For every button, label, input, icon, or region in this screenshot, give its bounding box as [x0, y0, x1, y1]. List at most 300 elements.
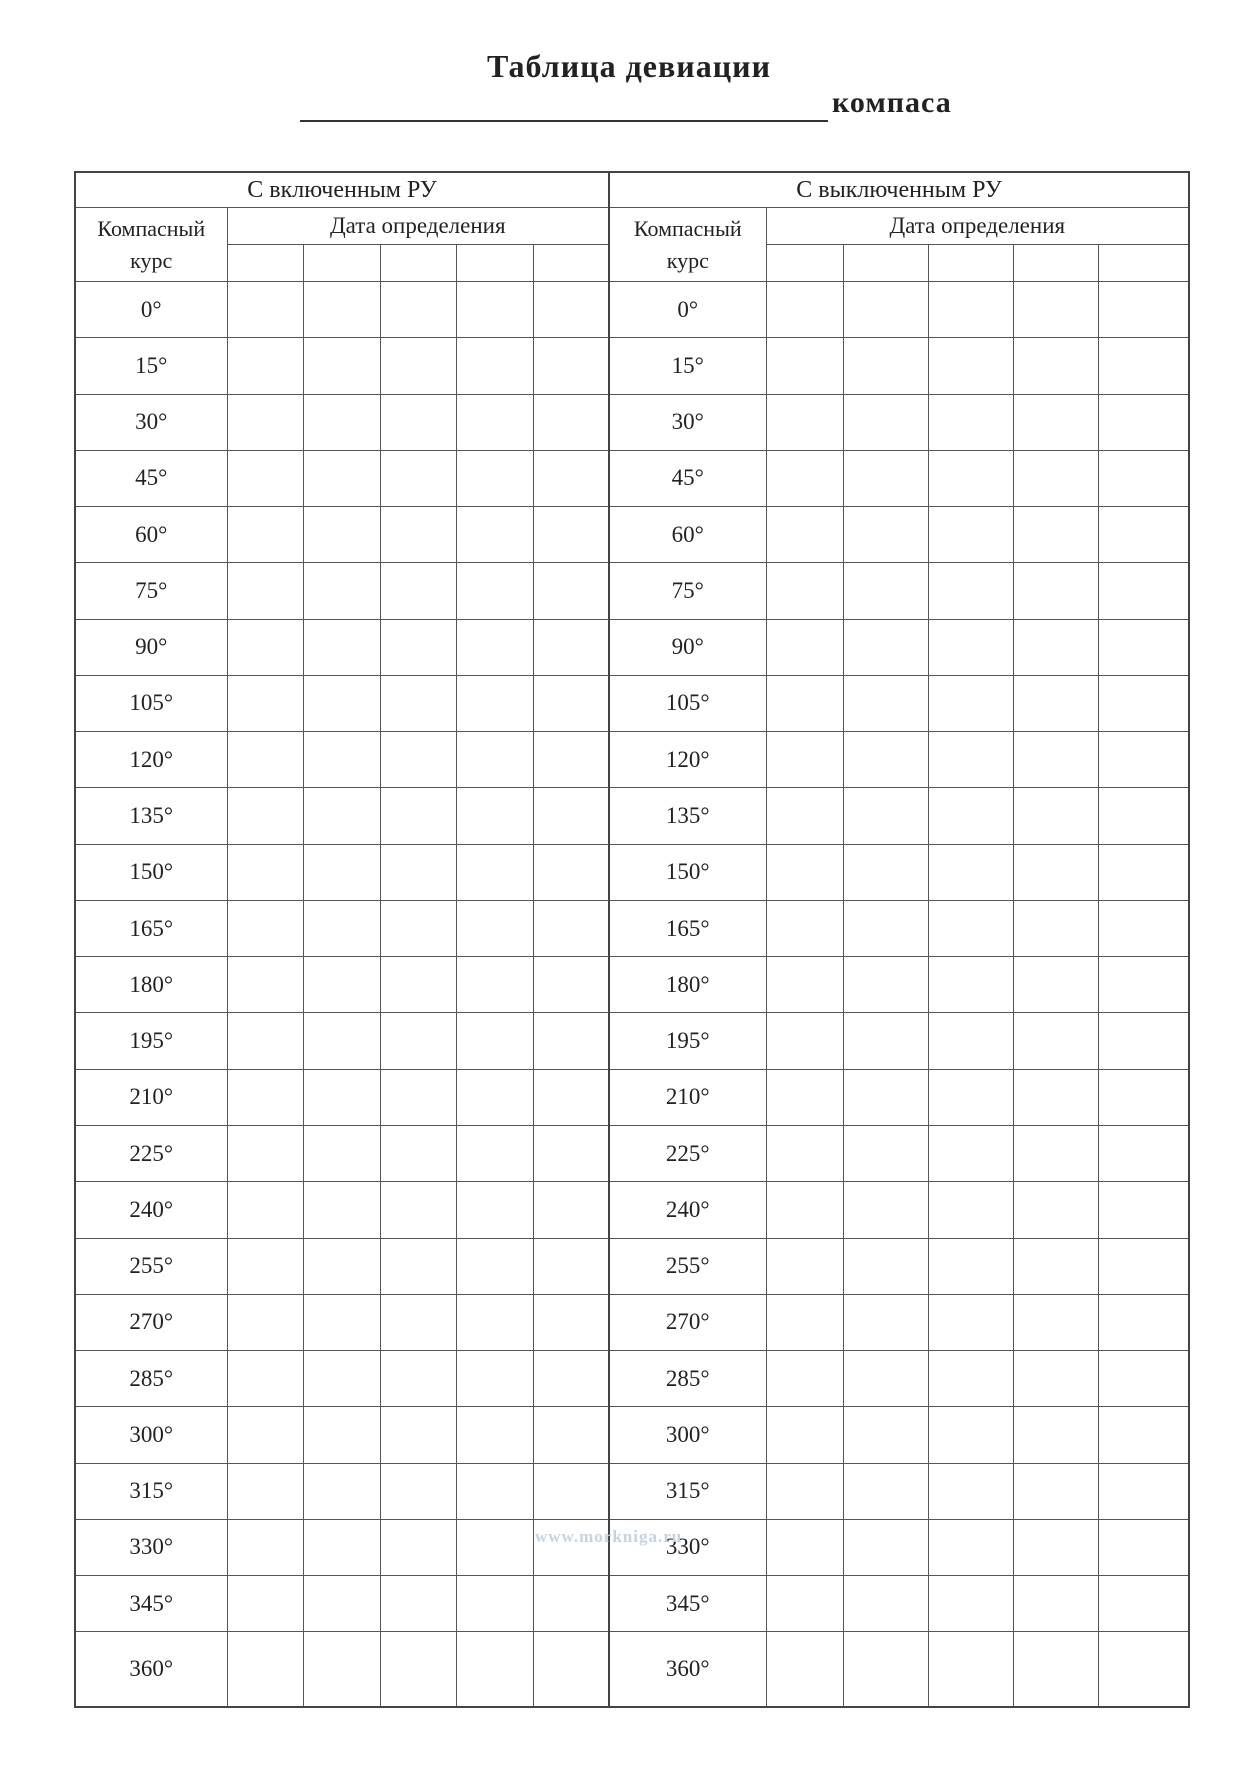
date-cell[interactable]	[766, 245, 843, 282]
deviation-value-cell[interactable]	[456, 507, 533, 563]
deviation-value-cell[interactable]	[928, 450, 1013, 506]
deviation-value-cell[interactable]	[1098, 1351, 1189, 1407]
deviation-value-cell[interactable]	[1098, 1125, 1189, 1181]
deviation-value-cell[interactable]	[928, 732, 1013, 788]
deviation-value-cell[interactable]	[380, 338, 456, 394]
deviation-value-cell[interactable]	[533, 788, 609, 844]
course-cell-left: 270°	[75, 1294, 227, 1350]
deviation-value-cell[interactable]	[928, 507, 1013, 563]
course-cell-left: 225°	[75, 1125, 227, 1181]
deviation-value-cell[interactable]	[456, 844, 533, 900]
deviation-table-body	[75, 282, 1189, 1708]
date-cell[interactable]	[843, 245, 928, 282]
deviation-value-cell[interactable]	[766, 1519, 843, 1575]
deviation-value-cell[interactable]	[380, 788, 456, 844]
table-row	[75, 1294, 1189, 1350]
deviation-value-cell[interactable]	[303, 1182, 380, 1238]
deviation-value-cell[interactable]	[303, 1013, 380, 1069]
deviation-value-cell[interactable]	[1098, 1632, 1189, 1707]
deviation-value-cell[interactable]	[303, 1238, 380, 1294]
deviation-value-cell[interactable]	[456, 1519, 533, 1575]
deviation-value-cell[interactable]	[928, 675, 1013, 731]
deviation-value-cell[interactable]	[928, 338, 1013, 394]
deviation-value-cell[interactable]	[928, 563, 1013, 619]
course-header-line2: курс	[130, 247, 173, 273]
deviation-value-cell[interactable]	[227, 619, 303, 675]
deviation-value-cell[interactable]	[303, 1294, 380, 1350]
deviation-value-cell[interactable]	[1098, 563, 1189, 619]
deviation-value-cell[interactable]	[380, 1576, 456, 1632]
deviation-value-cell[interactable]	[227, 844, 303, 900]
deviation-value-cell[interactable]	[928, 844, 1013, 900]
deviation-value-cell[interactable]	[380, 1069, 456, 1125]
deviation-value-cell[interactable]	[227, 338, 303, 394]
deviation-value-cell[interactable]	[843, 450, 928, 506]
deviation-value-cell[interactable]	[456, 1294, 533, 1350]
deviation-value-cell[interactable]	[303, 788, 380, 844]
deviation-value-cell[interactable]	[303, 338, 380, 394]
deviation-value-cell[interactable]	[456, 282, 533, 338]
deviation-value-cell[interactable]	[533, 1013, 609, 1069]
deviation-value-cell[interactable]	[1013, 1182, 1098, 1238]
deviation-value-cell[interactable]	[766, 394, 843, 450]
deviation-value-cell[interactable]	[303, 619, 380, 675]
deviation-value-cell[interactable]	[928, 1351, 1013, 1407]
deviation-value-cell[interactable]	[227, 1576, 303, 1632]
deviation-value-cell[interactable]	[380, 1125, 456, 1181]
deviation-value-cell[interactable]	[1013, 563, 1098, 619]
deviation-value-cell[interactable]	[227, 1632, 303, 1707]
deviation-value-cell[interactable]	[1013, 338, 1098, 394]
group-header-ru-on: С включенным РУ	[75, 172, 609, 208]
deviation-value-cell[interactable]	[456, 1125, 533, 1181]
deviation-value-cell[interactable]	[766, 450, 843, 506]
deviation-value-cell[interactable]	[766, 1013, 843, 1069]
deviation-value-cell[interactable]	[303, 394, 380, 450]
deviation-value-cell[interactable]	[533, 282, 609, 338]
deviation-value-cell[interactable]	[227, 1182, 303, 1238]
deviation-value-cell[interactable]	[843, 1013, 928, 1069]
deviation-value-cell[interactable]	[766, 844, 843, 900]
deviation-value-cell[interactable]	[227, 732, 303, 788]
deviation-value-cell[interactable]	[1013, 282, 1098, 338]
deviation-value-cell[interactable]	[533, 732, 609, 788]
deviation-value-cell[interactable]	[1013, 957, 1098, 1013]
course-cell-right: 300°	[609, 1407, 766, 1463]
deviation-value-cell[interactable]	[1013, 450, 1098, 506]
deviation-value-cell[interactable]	[456, 788, 533, 844]
table-row	[75, 563, 1189, 619]
deviation-value-cell[interactable]	[1098, 732, 1189, 788]
deviation-value-cell[interactable]	[843, 1632, 928, 1707]
deviation-value-cell[interactable]	[766, 1463, 843, 1519]
deviation-value-cell[interactable]	[533, 957, 609, 1013]
deviation-value-cell[interactable]	[380, 1238, 456, 1294]
deviation-value-cell[interactable]	[1013, 394, 1098, 450]
date-cell[interactable]	[303, 245, 380, 282]
date-cell[interactable]	[456, 245, 533, 282]
deviation-value-cell[interactable]	[1098, 619, 1189, 675]
deviation-value-cell[interactable]	[843, 957, 928, 1013]
deviation-value-cell[interactable]	[227, 1407, 303, 1463]
deviation-value-cell[interactable]	[533, 394, 609, 450]
deviation-value-cell[interactable]	[928, 1238, 1013, 1294]
deviation-value-cell[interactable]	[1098, 338, 1189, 394]
date-header-right: Дата определения	[766, 208, 1189, 245]
deviation-value-cell[interactable]	[303, 675, 380, 731]
deviation-value-cell[interactable]	[843, 1576, 928, 1632]
deviation-value-cell[interactable]	[843, 1069, 928, 1125]
deviation-value-cell[interactable]	[766, 1294, 843, 1350]
deviation-value-cell[interactable]	[227, 1125, 303, 1181]
deviation-value-cell[interactable]	[928, 1294, 1013, 1350]
deviation-value-cell[interactable]	[1098, 1519, 1189, 1575]
deviation-value-cell[interactable]	[928, 1125, 1013, 1181]
deviation-value-cell[interactable]	[843, 844, 928, 900]
deviation-value-cell[interactable]	[843, 675, 928, 731]
deviation-value-cell[interactable]	[533, 844, 609, 900]
deviation-value-cell[interactable]	[456, 1351, 533, 1407]
course-cell-left: 60°	[75, 507, 227, 563]
deviation-value-cell[interactable]	[928, 619, 1013, 675]
table-row	[75, 900, 1189, 956]
course-header-line2: курс	[666, 247, 709, 273]
deviation-value-cell[interactable]	[766, 563, 843, 619]
deviation-value-cell[interactable]	[303, 732, 380, 788]
deviation-value-cell[interactable]	[303, 1576, 380, 1632]
group-header-ru-off: С выключенным РУ	[609, 172, 1189, 208]
deviation-value-cell[interactable]	[928, 788, 1013, 844]
deviation-value-cell[interactable]	[227, 1351, 303, 1407]
deviation-value-cell[interactable]	[766, 957, 843, 1013]
deviation-value-cell[interactable]	[227, 1238, 303, 1294]
deviation-value-cell[interactable]	[928, 1013, 1013, 1069]
deviation-value-cell[interactable]	[1098, 507, 1189, 563]
deviation-value-cell[interactable]	[303, 1407, 380, 1463]
deviation-value-cell[interactable]	[843, 1294, 928, 1350]
deviation-value-cell[interactable]	[303, 1351, 380, 1407]
deviation-value-cell[interactable]	[843, 1463, 928, 1519]
deviation-value-cell[interactable]	[533, 1294, 609, 1350]
deviation-value-cell[interactable]	[1098, 1182, 1189, 1238]
deviation-value-cell[interactable]	[303, 1069, 380, 1125]
deviation-value-cell[interactable]	[533, 1069, 609, 1125]
deviation-value-cell[interactable]	[227, 788, 303, 844]
course-cell-left: 315°	[75, 1463, 227, 1519]
deviation-value-cell[interactable]	[380, 1519, 456, 1575]
deviation-value-cell[interactable]	[380, 675, 456, 731]
deviation-value-cell[interactable]	[227, 394, 303, 450]
course-cell-right: 15°	[609, 338, 766, 394]
deviation-value-cell[interactable]	[533, 507, 609, 563]
deviation-value-cell[interactable]	[380, 1632, 456, 1707]
course-cell-right: 195°	[609, 1013, 766, 1069]
deviation-value-cell[interactable]	[928, 1069, 1013, 1125]
course-cell-right: 270°	[609, 1294, 766, 1350]
deviation-value-cell[interactable]	[766, 282, 843, 338]
deviation-value-cell[interactable]	[843, 1238, 928, 1294]
watermark-text: www.morkniga.ru	[535, 1527, 683, 1546]
deviation-value-cell[interactable]	[227, 282, 303, 338]
date-cell[interactable]	[380, 245, 456, 282]
deviation-value-cell[interactable]	[1013, 619, 1098, 675]
deviation-value-cell[interactable]	[1013, 1519, 1098, 1575]
deviation-value-cell[interactable]	[533, 338, 609, 394]
deviation-value-cell[interactable]	[1013, 844, 1098, 900]
table-row	[75, 619, 1189, 675]
deviation-value-cell[interactable]	[843, 338, 928, 394]
deviation-value-cell[interactable]	[303, 844, 380, 900]
deviation-value-cell[interactable]	[380, 394, 456, 450]
document-title: Таблица девиации	[487, 48, 771, 84]
course-header-line1: Компасный	[97, 215, 206, 241]
deviation-value-cell[interactable]	[1013, 732, 1098, 788]
deviation-value-cell[interactable]	[766, 1632, 843, 1707]
deviation-value-cell[interactable]	[1098, 1294, 1189, 1350]
deviation-value-cell[interactable]	[456, 957, 533, 1013]
date-cell[interactable]	[227, 245, 303, 282]
date-cell[interactable]	[1098, 245, 1189, 282]
deviation-value-cell[interactable]	[533, 1463, 609, 1519]
deviation-value-cell[interactable]	[843, 507, 928, 563]
table-row	[75, 1125, 1189, 1181]
deviation-value-cell[interactable]	[843, 394, 928, 450]
deviation-value-cell[interactable]	[843, 1519, 928, 1575]
deviation-value-cell[interactable]	[227, 1463, 303, 1519]
deviation-value-cell[interactable]	[303, 900, 380, 956]
deviation-value-cell[interactable]	[456, 1013, 533, 1069]
date-cell[interactable]	[928, 245, 1013, 282]
table-row	[75, 1632, 1189, 1707]
deviation-value-cell[interactable]	[533, 1632, 609, 1707]
deviation-value-cell[interactable]	[1098, 675, 1189, 731]
course-cell-right: 75°	[609, 563, 766, 619]
table-row	[75, 338, 1189, 394]
deviation-value-cell[interactable]	[380, 957, 456, 1013]
deviation-value-cell[interactable]	[380, 1294, 456, 1350]
deviation-value-cell[interactable]	[928, 1407, 1013, 1463]
course-cell-left: 165°	[75, 900, 227, 956]
course-cell-left: 330°	[75, 1519, 227, 1575]
deviation-value-cell[interactable]	[766, 1407, 843, 1463]
course-cell-right: 150°	[609, 844, 766, 900]
deviation-value-cell[interactable]	[227, 563, 303, 619]
deviation-value-cell[interactable]	[766, 900, 843, 956]
deviation-value-cell[interactable]	[843, 900, 928, 956]
deviation-value-cell[interactable]	[843, 1125, 928, 1181]
deviation-value-cell[interactable]	[766, 1351, 843, 1407]
deviation-value-cell[interactable]	[1013, 1351, 1098, 1407]
deviation-value-cell[interactable]	[456, 1632, 533, 1707]
deviation-value-cell[interactable]	[303, 563, 380, 619]
deviation-value-cell[interactable]	[533, 450, 609, 506]
course-cell-left: 90°	[75, 619, 227, 675]
course-header-line1: Компасный	[633, 215, 742, 241]
deviation-value-cell[interactable]	[1013, 1125, 1098, 1181]
deviation-value-cell[interactable]	[380, 563, 456, 619]
deviation-value-cell[interactable]	[533, 1182, 609, 1238]
deviation-value-cell[interactable]	[456, 675, 533, 731]
deviation-value-cell[interactable]	[928, 394, 1013, 450]
deviation-value-cell[interactable]	[533, 1238, 609, 1294]
deviation-value-cell[interactable]	[303, 957, 380, 1013]
deviation-value-cell[interactable]	[1013, 1069, 1098, 1125]
deviation-value-cell[interactable]	[1013, 900, 1098, 956]
deviation-value-cell[interactable]	[766, 675, 843, 731]
deviation-value-cell[interactable]	[533, 1125, 609, 1181]
deviation-value-cell[interactable]	[1098, 788, 1189, 844]
deviation-value-cell[interactable]	[1013, 788, 1098, 844]
deviation-value-cell[interactable]	[456, 900, 533, 956]
subtitle-row	[300, 86, 960, 126]
deviation-value-cell[interactable]	[1013, 1238, 1098, 1294]
deviation-value-cell[interactable]	[303, 1519, 380, 1575]
deviation-value-cell[interactable]	[456, 1407, 533, 1463]
deviation-value-cell[interactable]	[303, 1463, 380, 1519]
deviation-value-cell[interactable]	[843, 282, 928, 338]
deviation-value-cell[interactable]	[1098, 1238, 1189, 1294]
deviation-value-cell[interactable]	[1098, 1576, 1189, 1632]
deviation-value-cell[interactable]	[456, 732, 533, 788]
deviation-value-cell[interactable]	[843, 1351, 928, 1407]
deviation-value-cell[interactable]	[766, 1576, 843, 1632]
deviation-value-cell[interactable]	[303, 450, 380, 506]
date-cell[interactable]	[1013, 245, 1098, 282]
deviation-value-cell[interactable]	[380, 900, 456, 956]
deviation-value-cell[interactable]	[303, 1125, 380, 1181]
deviation-value-cell[interactable]	[1013, 507, 1098, 563]
course-cell-left: 210°	[75, 1069, 227, 1125]
deviation-value-cell[interactable]	[843, 788, 928, 844]
deviation-value-cell[interactable]	[1013, 1013, 1098, 1069]
deviation-value-cell[interactable]	[380, 732, 456, 788]
deviation-value-cell[interactable]	[227, 1519, 303, 1575]
deviation-value-cell[interactable]	[533, 1407, 609, 1463]
deviation-value-cell[interactable]	[456, 1576, 533, 1632]
deviation-value-cell[interactable]	[928, 1632, 1013, 1707]
table-row	[75, 788, 1189, 844]
deviation-value-cell[interactable]	[843, 732, 928, 788]
course-cell-right: 135°	[609, 788, 766, 844]
deviation-value-cell[interactable]	[456, 1182, 533, 1238]
deviation-value-cell[interactable]	[1098, 1463, 1189, 1519]
course-cell-right: 45°	[609, 450, 766, 506]
deviation-value-cell[interactable]	[766, 1182, 843, 1238]
deviation-value-cell[interactable]	[843, 619, 928, 675]
deviation-value-cell[interactable]	[303, 507, 380, 563]
deviation-value-cell[interactable]	[766, 507, 843, 563]
deviation-value-cell[interactable]	[928, 1576, 1013, 1632]
deviation-value-cell[interactable]	[1013, 1463, 1098, 1519]
table-row	[75, 675, 1189, 731]
deviation-value-cell[interactable]	[380, 282, 456, 338]
deviation-value-cell[interactable]	[456, 394, 533, 450]
deviation-value-cell[interactable]	[928, 1463, 1013, 1519]
deviation-value-cell[interactable]	[1098, 900, 1189, 956]
deviation-value-cell[interactable]	[928, 282, 1013, 338]
deviation-value-cell[interactable]	[766, 788, 843, 844]
deviation-value-cell[interactable]	[1098, 282, 1189, 338]
deviation-value-cell[interactable]	[1098, 450, 1189, 506]
deviation-value-cell[interactable]	[227, 1013, 303, 1069]
deviation-value-cell[interactable]	[1098, 1069, 1189, 1125]
deviation-value-cell[interactable]	[843, 1182, 928, 1238]
deviation-value-cell[interactable]	[928, 900, 1013, 956]
deviation-value-cell[interactable]	[380, 450, 456, 506]
deviation-value-cell[interactable]	[766, 732, 843, 788]
deviation-value-cell[interactable]	[380, 844, 456, 900]
deviation-value-cell[interactable]	[227, 1069, 303, 1125]
deviation-value-cell[interactable]	[380, 619, 456, 675]
deviation-value-cell[interactable]	[1013, 1576, 1098, 1632]
deviation-value-cell[interactable]	[928, 1182, 1013, 1238]
deviation-value-cell[interactable]	[1013, 675, 1098, 731]
deviation-value-cell[interactable]	[1098, 844, 1189, 900]
deviation-value-cell[interactable]	[456, 1069, 533, 1125]
course-cell-left: 0°	[75, 282, 227, 338]
deviation-value-cell[interactable]	[1098, 957, 1189, 1013]
deviation-value-cell[interactable]	[533, 619, 609, 675]
deviation-value-cell[interactable]	[766, 338, 843, 394]
deviation-value-cell[interactable]	[380, 1463, 456, 1519]
deviation-value-cell[interactable]	[227, 900, 303, 956]
deviation-value-cell[interactable]	[766, 1238, 843, 1294]
deviation-value-cell[interactable]	[766, 619, 843, 675]
deviation-value-cell[interactable]	[303, 282, 380, 338]
deviation-value-cell[interactable]	[227, 675, 303, 731]
deviation-value-cell[interactable]	[227, 450, 303, 506]
deviation-value-cell[interactable]	[303, 1632, 380, 1707]
deviation-value-cell[interactable]	[456, 450, 533, 506]
deviation-value-cell[interactable]	[380, 1351, 456, 1407]
deviation-value-cell[interactable]	[380, 1013, 456, 1069]
deviation-value-cell[interactable]	[456, 1463, 533, 1519]
deviation-value-cell[interactable]	[533, 675, 609, 731]
table-row	[75, 1013, 1189, 1069]
deviation-value-cell[interactable]	[928, 1519, 1013, 1575]
deviation-value-cell[interactable]	[843, 1407, 928, 1463]
date-cell[interactable]	[533, 245, 609, 282]
table-row	[75, 1238, 1189, 1294]
deviation-value-cell[interactable]	[1013, 1407, 1098, 1463]
deviation-value-cell[interactable]	[227, 507, 303, 563]
deviation-value-cell[interactable]	[1013, 1294, 1098, 1350]
deviation-value-cell[interactable]	[456, 338, 533, 394]
deviation-value-cell[interactable]	[456, 619, 533, 675]
deviation-value-cell[interactable]	[456, 1238, 533, 1294]
deviation-value-cell[interactable]	[843, 563, 928, 619]
deviation-value-cell[interactable]	[1098, 1013, 1189, 1069]
deviation-value-cell[interactable]	[533, 1351, 609, 1407]
deviation-value-cell[interactable]	[227, 957, 303, 1013]
deviation-value-cell[interactable]	[456, 563, 533, 619]
deviation-value-cell[interactable]	[380, 1182, 456, 1238]
deviation-value-cell[interactable]	[766, 1069, 843, 1125]
deviation-value-cell[interactable]	[533, 563, 609, 619]
deviation-value-cell[interactable]	[1013, 1632, 1098, 1707]
deviation-value-cell[interactable]	[766, 1125, 843, 1181]
deviation-value-cell[interactable]	[1098, 394, 1189, 450]
deviation-value-cell[interactable]	[1098, 1407, 1189, 1463]
course-cell-left: 45°	[75, 450, 227, 506]
deviation-value-cell[interactable]	[533, 1576, 609, 1632]
deviation-value-cell[interactable]	[227, 1294, 303, 1350]
deviation-value-cell[interactable]	[533, 900, 609, 956]
table-row	[75, 957, 1189, 1013]
deviation-value-cell[interactable]	[928, 957, 1013, 1013]
deviation-value-cell[interactable]	[380, 1407, 456, 1463]
deviation-value-cell[interactable]	[380, 507, 456, 563]
